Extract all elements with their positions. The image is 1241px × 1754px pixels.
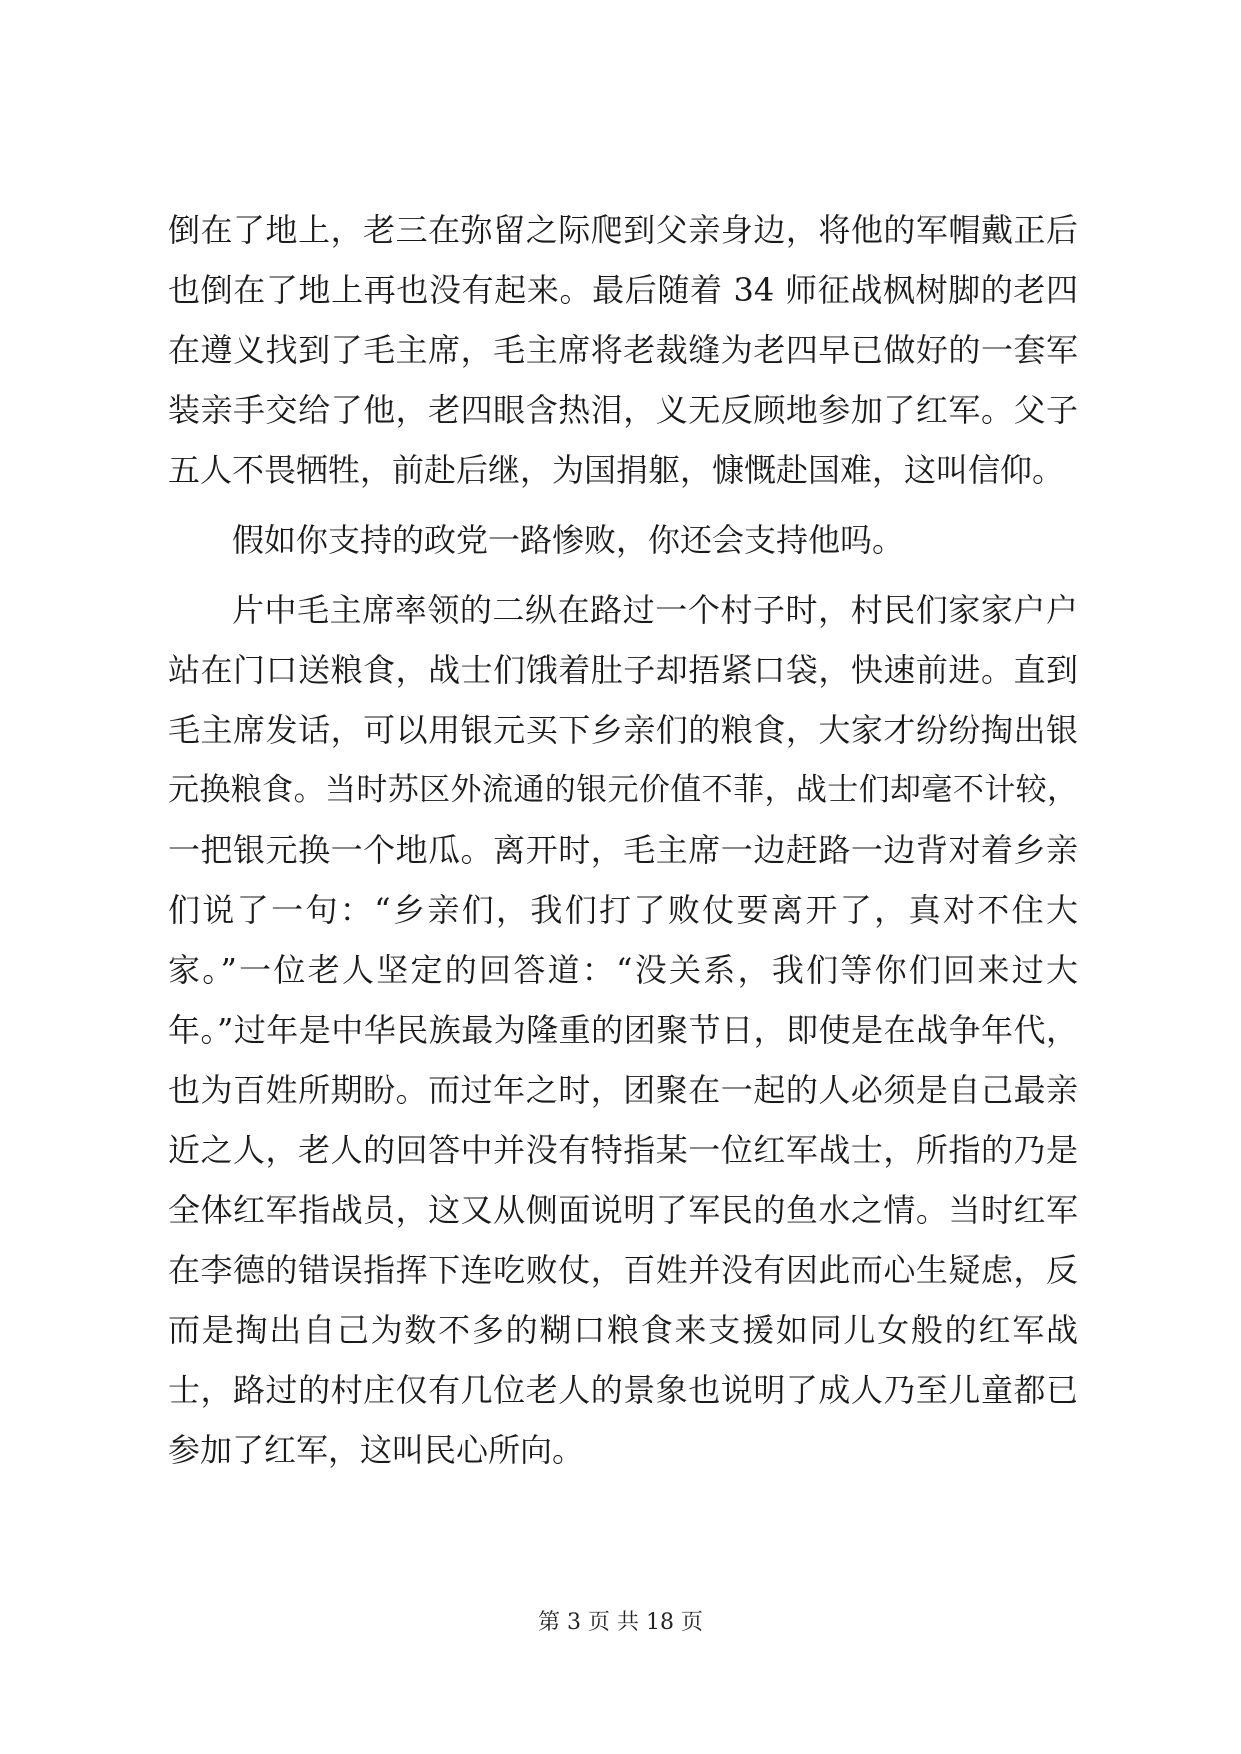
text-line: 在李德的错误指挥下连吃败仗，百姓并没有因此而心生疑虑，反 [168, 1251, 1078, 1289]
text-line: 站在门口送粮食，战士们饿着肚子却捂紧口袋，快速前进。直到 [168, 651, 1078, 689]
paragraph-line: 片中毛主席率领的二纵在路过一个村子时，村民们家家户户 [232, 591, 1078, 629]
text-line: 元换粮食。当时苏区外流通的银元价值不菲，战士们却毫不计较， [168, 772, 1078, 808]
page-footer: 第 3 页 共 18 页 [538, 1610, 703, 1635]
text-line: 参加了红军，这叫民心所向。 [168, 1431, 585, 1469]
text-line: 一把银元换一个地瓜。离开时，毛主席一边赶路一边背对着乡亲 [168, 831, 1078, 869]
text-line: 年。”过年是中华民族最为隆重的团聚节日，即使是在战争年代， [168, 1011, 1078, 1049]
text-line: 也倒在了地上再也没有起来。最后随着 34 师征战枫树脚的老四 [168, 271, 1078, 309]
text-line: 全体红军指战员，这又从侧面说明了军民的鱼水之情。当时红军 [168, 1191, 1078, 1229]
text-line: 毛主席发话，可以用银元买下乡亲们的粮食，大家才纷纷掏出银 [168, 711, 1078, 749]
text-line: 装亲手交给了他，老四眼含热泪，义无反顾地参加了红军。父子 [168, 391, 1078, 429]
text-line: 五人不畏牺牲，前赴后继，为国捐躯，慷慨赴国难，这叫信仰。 [168, 451, 1065, 489]
text-line: 近之人，老人的回答中并没有特指某一位红军战士，所指的乃是 [168, 1131, 1078, 1169]
paragraph-line: 假如你支持的政党一路惨败，你还会支持他吗。 [232, 521, 905, 559]
text-line: 家。”一位老人坚定的回答道：“没关系，我们等你们回来过大 [168, 951, 1078, 989]
text-line: 们说了一句：“乡亲们，我们打了败仗要离开了，真对不住大 [168, 891, 1078, 929]
text-line: 倒在了地上，老三在弥留之际爬到父亲身边，将他的军帽戴正后 [168, 211, 1078, 249]
text-line: 也为百姓所期盼。而过年之时，团聚在一起的人必须是自己最亲 [168, 1071, 1078, 1109]
text-line: 而是掏出自己为数不多的糊口粮食来支援如同儿女般的红军战 [168, 1311, 1078, 1349]
text-line: 在遵义找到了毛主席，毛主席将老裁缝为老四早已做好的一套军 [168, 331, 1078, 369]
text-line: 士，路过的村庄仅有几位老人的景象也说明了成人乃至儿童都已 [168, 1371, 1078, 1409]
